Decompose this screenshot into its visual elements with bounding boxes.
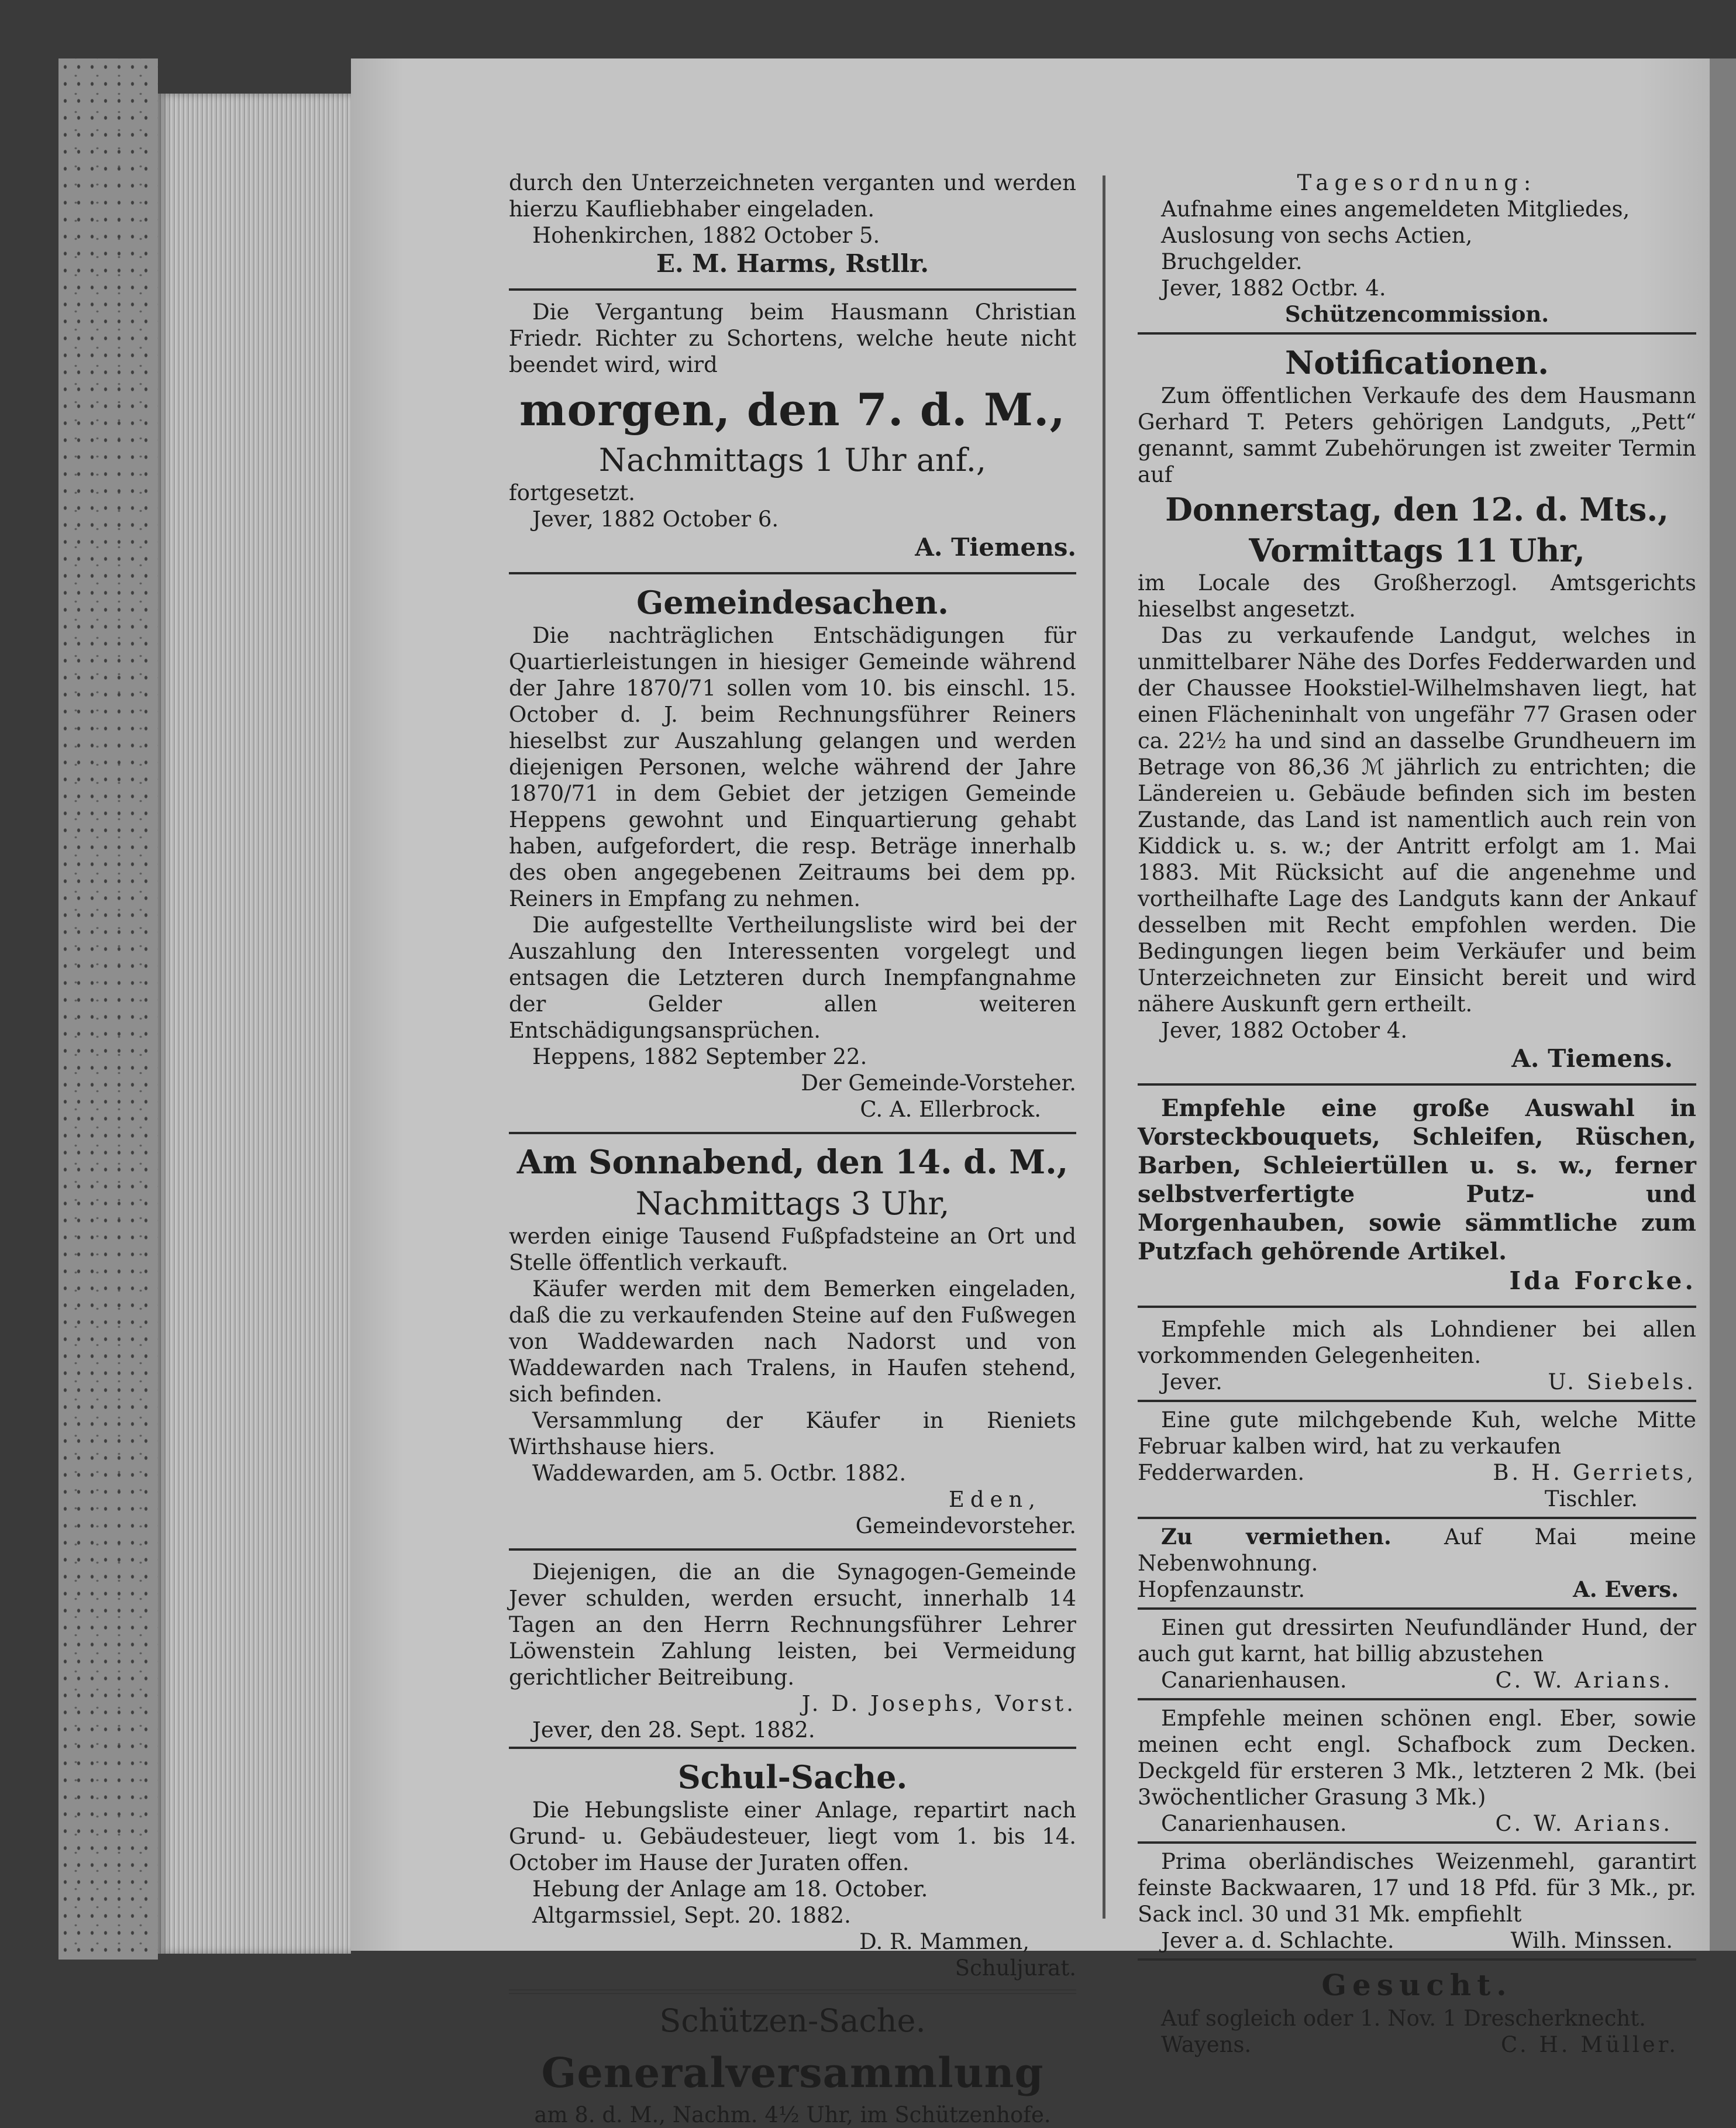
ad-text: Bruchgelder. xyxy=(1161,249,1303,274)
divider xyxy=(1138,1306,1696,1308)
divider xyxy=(509,1989,1076,1994)
ad-signature: Eden, xyxy=(948,1487,1041,1512)
ad-signature: Der Gemeinde-Vorsteher. xyxy=(801,1070,1076,1096)
ad-text xyxy=(1138,1524,1696,1576)
ad-text: Auslosung von sechs Actien, xyxy=(1161,223,1473,248)
ad-headline: Zu vermiethen. xyxy=(1161,1524,1391,1549)
ad-headline: morgen, den 7. d. M., xyxy=(519,384,1066,436)
section-heading: Tagesordnung: xyxy=(1297,170,1537,195)
ad-footer xyxy=(1138,1459,1696,1486)
ad-place: Canarienhausen. xyxy=(1161,1811,1347,1836)
ad-headline: Am Sonnabend, den 14. d. M., xyxy=(516,1143,1069,1182)
left-column xyxy=(509,170,1076,2128)
ad-text: Die nachträglichen Entschädigungen für Quartierleistungen in hiesiger Gemeinde während der Jahre 1870/71 sollen vom 10. bis einschl. 15. October d. J. beim Rechnungsführer Reiners hieselbst zur Auszahlung gelangen und werden diejenigen Personen, welche während der Jahre 1870/71 in dem Gebiet der jetzigen Gemeinde Heppens gewohnt und Einquartierung gehabt haben, aufgefordert, die resp. Beträge innerhalb des oben angegebenen Zeitraums bei dem pp. Reiners in Empfang zu nehmen. xyxy=(509,623,1076,911)
divider xyxy=(509,1747,1076,1749)
ad-signature: Schützencommission. xyxy=(1284,301,1549,327)
divider xyxy=(1138,1400,1696,1402)
ad-signature: A. Evers. xyxy=(1573,1576,1679,1602)
ad-text: werden einige Tausend Fußpfadsteine an Ort und Stelle öffentlich verkauft. xyxy=(509,1224,1076,1275)
divider xyxy=(509,288,1076,291)
ad-time: Nachmittags 1 Uhr anf., xyxy=(598,442,987,478)
ad-place: Hopfenzaunstr. xyxy=(1138,1577,1306,1602)
ad-date: Jever, 1882 October 4. xyxy=(1161,1018,1408,1043)
ad-signature: D. R. Mammen, xyxy=(859,1929,1029,1954)
book-cover xyxy=(58,58,158,1960)
ad-place: Wayens. xyxy=(1161,2032,1252,2057)
ad-signature: Wilh. Minssen. xyxy=(1510,1928,1673,1953)
section-heading: Schützen-Sache. xyxy=(659,2002,926,2039)
page-edges xyxy=(158,94,351,1954)
divider xyxy=(1138,332,1696,335)
ad-text: Käufer werden mit dem Bemerken eingeladen, daß die zu verkaufenden Steine auf den Fußwegen von Waddewarden nach Nadorst und von Waddewarden nach Tralens, in Haufen stehend, sich befinden. xyxy=(509,1276,1076,1407)
ad-footer xyxy=(1138,1667,1696,1693)
ad-signature: U. Siebels. xyxy=(1548,1369,1696,1394)
ad-text: Aufnahme eines angemeldeten Mitgliedes, xyxy=(1161,197,1630,222)
ad-footer xyxy=(1138,2031,1696,2058)
ad-text: Die Vergantung beim Hausmann Christian Friedr. Richter zu Schortens, welche heute nicht beendet wird, wird xyxy=(509,299,1076,377)
ad-signature: C. W. Arians. xyxy=(1495,1811,1673,1836)
divider xyxy=(509,1548,1076,1551)
ad-date: Waddewarden, am 5. Octbr. 1882. xyxy=(532,1461,907,1486)
ad-time: Nachmittags 3 Uhr, xyxy=(635,1185,950,1222)
divider xyxy=(1138,1698,1696,1700)
ad-signature: A. Tiemens. xyxy=(1511,1044,1673,1073)
ad-text: im Locale des Großherzogl. Amtsgerichts hieselbst angesetzt. xyxy=(1138,570,1696,622)
ad-text: Zum öffentlichen Verkaufe des dem Hausmann Gerhard T. Peters gehörigen Landguts, „Pett“ genannt, sammt Zubehörungen ist zweiter Termin auf xyxy=(1138,383,1696,487)
ad-footer xyxy=(1138,1576,1696,1603)
ad-text: Diejenigen, die an die Synagogen-Gemeinde Jever schulden, werden ersucht, innerhalb 14 Tagen an den Herrn Rechnungsführer Lehrer Löwenstein Zahlung leisten, bei Vermeidung gerichtlicher Beitreibung. xyxy=(509,1559,1076,1690)
ad-signature: C. H. Müller. xyxy=(1501,2032,1679,2057)
divider xyxy=(1138,1841,1696,1844)
section-heading: Notificationen. xyxy=(1284,344,1549,381)
ad-place: Jever a. d. Schlachte. xyxy=(1161,1928,1394,1953)
ad-text: fortgesetzt. xyxy=(509,480,635,505)
right-column xyxy=(1138,170,1696,2058)
divider xyxy=(1138,1958,1696,1961)
ad-headline: Vormittags 11 Uhr, xyxy=(1249,532,1585,569)
ad-text: Hebung der Anlage am 18. October. xyxy=(532,1876,928,1902)
divider xyxy=(1138,1517,1696,1519)
ad-text: Das zu verkaufende Landgut, welches in unmittelbarer Nähe des Dorfes Fedderwarden und der Chaussee Hookstiel-Wilhelmshaven liegt, hat einen Flächeninhalt von ungefähr 77 Grasen oder ca. 22½ ha und sind an dasselbe Grundheuern im Betrage von 86,36 ℳ jährlich zu entrichten; die Ländereien u. Gebäude befinden sich im besten Zustande, das Land ist namentlich auch rein von Kiddick u. s. w.; der Antritt erfolgt am 1. Mai 1883. Mit Rücksicht auf die angenehme und vortheilhafte Lage des Landguts kann der Ankauf desselben mit Recht empfohlen werden. Die Bedingungen liegen beim Verkäufer und beim Unterzeichneten zur Einsicht bereit und wird nähere Auskunft gern ertheilt. xyxy=(1138,623,1696,1017)
ad-text: Eine gute milchgebende Kuh, welche Mitte Februar kalben wird, hat zu verkaufen xyxy=(1138,1407,1696,1459)
ad-date: Hohenkirchen, 1882 October 5. xyxy=(532,223,880,248)
ad-footer xyxy=(1138,1369,1696,1395)
ad-place: Jever. xyxy=(1161,1369,1222,1394)
ad-footer xyxy=(1138,1810,1696,1837)
ad-headline: Generalversammlung xyxy=(541,2048,1044,2097)
ad-signature: A. Tiemens. xyxy=(915,533,1076,562)
ad-date: Heppens, 1882 September 22. xyxy=(532,1044,867,1069)
ad-signature: Tischler. xyxy=(1544,1486,1638,1511)
ad-signature: Schuljurat. xyxy=(955,1955,1076,1981)
ad-text: am 8. d. M., Nachm. 4½ Uhr, im Schützenhofe. xyxy=(534,2102,1051,2127)
right-edge xyxy=(1710,58,1736,1951)
ad-text: durch den Unterzeichneten verganten und werden hierzu Kaufliebhaber eingeladen. xyxy=(509,170,1076,222)
ad-footer xyxy=(1138,1927,1696,1954)
ad-text: Versammlung der Käufer in Rieniets Wirthshause hiers. xyxy=(509,1408,1076,1459)
section-heading: Gesucht. xyxy=(1321,1968,1513,2002)
ad-headline: Donnerstag, den 12. d. Mts., xyxy=(1165,491,1669,528)
ad-text: Empfehle meinen schönen engl. Eber, sowie meinen echt engl. Schafbock zum Decken. Deckgeld für ersteren 3 Mk., letzteren 2 Mk. (bei 3wöchentlicher Grasung 3 Mk.) xyxy=(1138,1706,1696,1810)
ad-place: Fedderwarden. xyxy=(1138,1460,1305,1485)
divider xyxy=(1138,1607,1696,1610)
ad-text: Prima oberländisches Weizenmehl, garantirt feinste Backwaaren, 17 und 18 Pfd. für 3 Mk., pr. Sack incl. 30 und 31 Mk. empfiehlt xyxy=(1138,1849,1696,1927)
ad-signature: Ida Forcke. xyxy=(1509,1266,1696,1295)
column-rule xyxy=(1103,175,1105,1919)
ad-signature: C. A. Ellerbrock. xyxy=(860,1097,1041,1122)
ad-date: Jever, den 28. Sept. 1882. xyxy=(532,1717,815,1743)
ad-text: Die Hebungsliste einer Anlage, repartirt nach Grund- u. Gebäudesteuer, liegt vom 1. bis 14. October im Hause der Juraten offen. xyxy=(509,1798,1076,1875)
divider xyxy=(509,572,1076,574)
ad-text: Einen gut dressirten Neufundländer Hund, der auch gut karnt, hat billig abzustehen xyxy=(1138,1615,1696,1666)
section-heading: Schul-Sache. xyxy=(677,1758,908,1796)
section-heading: Gemeindesachen. xyxy=(636,584,949,621)
divider xyxy=(509,1132,1076,1134)
ad-text: Auf Mai meine Nebenwohnung. xyxy=(1138,1524,1696,1576)
ad-text: Empfehle mich als Lohndiener bei allen vorkommenden Gelegenheiten. xyxy=(1138,1317,1696,1368)
ad-signature: B. H. Gerriets, xyxy=(1493,1460,1696,1485)
ad-place: Canarienhausen. xyxy=(1161,1668,1347,1693)
ad-text: Die aufgestellte Vertheilungsliste wird bei der Auszahlung den Interessenten vorgelegt und entsagen die Letzteren durch Inempfangnahme der Gelder allen weiteren Entschädigungsansprüchen. xyxy=(509,913,1076,1043)
ad-signature: Gemeindevorsteher. xyxy=(855,1513,1076,1538)
ad-date: Altgarmssiel, Sept. 20. 1882. xyxy=(532,1903,851,1928)
ad-date: Jever, 1882 October 6. xyxy=(532,507,779,532)
ad-signature: J. D. Josephs, Vorst. xyxy=(801,1691,1076,1716)
ad-text: Empfehle eine große Auswahl in Vorsteckbouquets, Schleifen, Rüschen, Barben, Schleiertüllen u. s. w., ferner selbstverfertigte Putz- und Morgenhauben, sowie sämmtliche zum Putzfach gehörende Artikel. xyxy=(1138,1094,1696,1265)
ad-text: Auf sogleich oder 1. Nov. 1 Drescherknecht. xyxy=(1161,2006,1646,2031)
ad-signature: E. M. Harms, Rstllr. xyxy=(656,249,929,278)
divider xyxy=(1138,1083,1696,1086)
ad-date: Jever, 1882 Octbr. 4. xyxy=(1161,276,1386,301)
ad-signature: C. W. Arians. xyxy=(1495,1668,1673,1693)
